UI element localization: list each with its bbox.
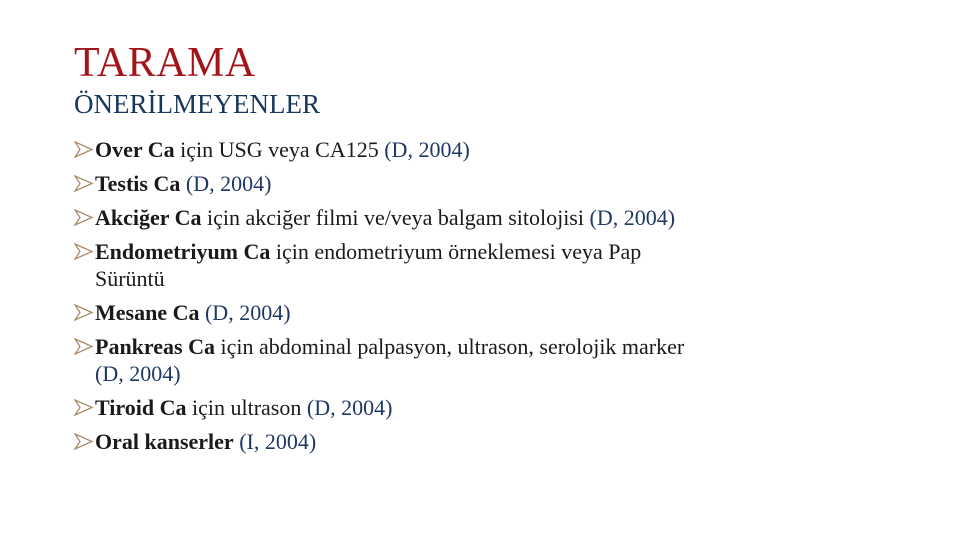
item-evidence: (D, 2004) <box>185 171 272 196</box>
arrowhead-bullet-icon <box>74 243 94 260</box>
arrowhead-bullet-icon <box>74 399 94 416</box>
arrowhead-bullet-icon <box>74 433 94 450</box>
item-text: için ultrason <box>186 395 307 420</box>
item-subject: Akciğer Ca <box>95 205 202 230</box>
item-evidence: (D, 2004) <box>589 205 676 230</box>
list-item <box>74 428 874 455</box>
list-item <box>74 333 874 387</box>
item-text: için akciğer filmi ve/veya balgam sitolojisi <box>201 205 590 230</box>
list-item <box>74 170 874 197</box>
item-continuation: Sürüntü <box>95 266 165 291</box>
list-item <box>74 204 874 231</box>
arrowhead-bullet-icon <box>74 209 94 226</box>
item-text: için USG veya CA125 <box>174 137 385 162</box>
item-subject: Oral kanserler <box>95 429 234 454</box>
arrowhead-bullet-icon <box>74 304 94 321</box>
item-evidence: (D, 2004) <box>204 300 291 325</box>
item-continuation: (D, 2004) <box>95 361 181 386</box>
item-subject: Over Ca <box>95 137 175 162</box>
item-subject: Endometriyum Ca <box>95 239 271 264</box>
item-evidence: (D, 2004) <box>306 395 393 420</box>
bullet-list <box>74 136 874 462</box>
list-item <box>74 136 874 163</box>
arrowhead-bullet-icon <box>74 338 94 355</box>
list-item <box>74 394 874 421</box>
item-evidence: (I, 2004) <box>239 429 317 454</box>
list-item <box>74 238 874 292</box>
item-subject: Pankreas Ca <box>95 334 215 359</box>
list-item <box>74 299 874 326</box>
slide-title: TARAMA <box>74 40 256 86</box>
slide-subtitle: ÖNERİLMEYENLER <box>74 89 320 119</box>
arrowhead-bullet-icon <box>74 141 94 158</box>
item-subject: Tiroid Ca <box>95 395 187 420</box>
item-subject: Mesane Ca <box>95 300 200 325</box>
item-text: için abdominal palpasyon, ultrason, serolojik marker <box>215 334 685 359</box>
item-evidence: (D, 2004) <box>384 137 470 162</box>
item-subject: Testis Ca <box>95 171 181 196</box>
arrowhead-bullet-icon <box>74 175 94 192</box>
item-text: için endometriyum örneklemesi veya Pap <box>270 239 642 264</box>
